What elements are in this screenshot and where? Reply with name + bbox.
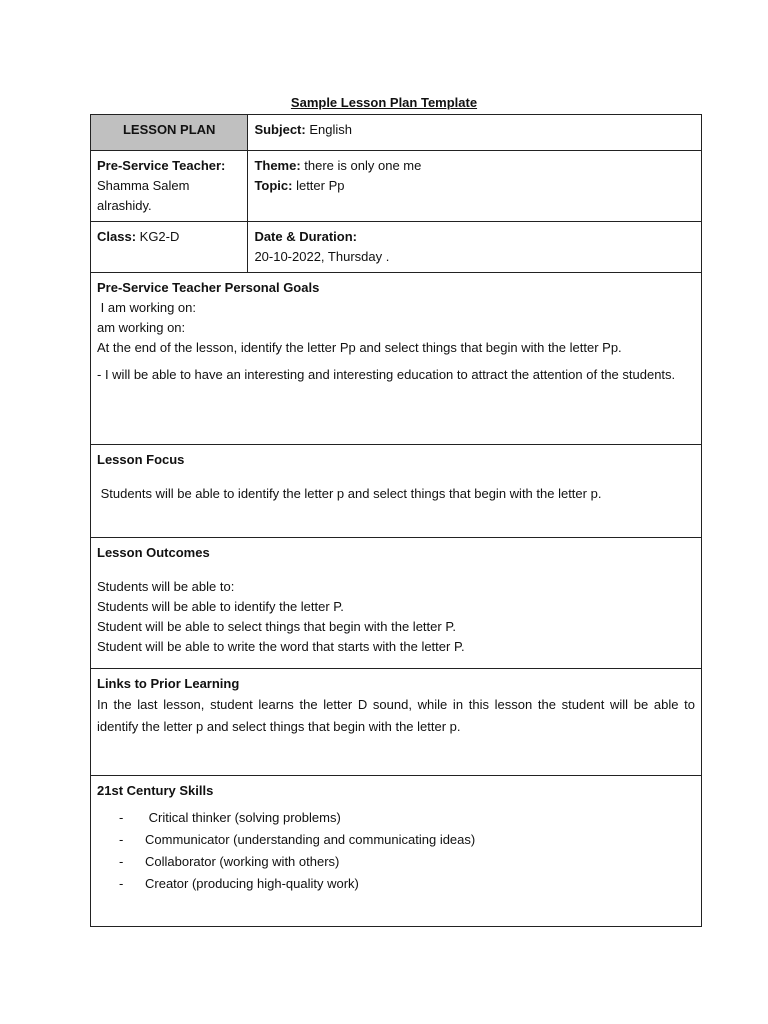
list-item: - Collaborator (working with others): [97, 851, 695, 873]
class-label: Class:: [97, 229, 137, 244]
theme-value: there is only one me: [300, 158, 422, 173]
skills-heading: 21st Century Skills: [97, 783, 214, 798]
outcome-item: Student will be able to write the word that starts with the letter P.: [97, 639, 465, 654]
date-value: 20-10-2022, Thursday .: [254, 249, 390, 264]
outcome-item: Student will be able to select things that begin with the letter P.: [97, 619, 456, 634]
teacher-row: [91, 151, 702, 222]
list-item: - Critical thinker (solving problems): [97, 807, 695, 829]
lesson-focus-heading: Lesson Focus: [97, 452, 185, 467]
prior-learning-text: In the last lesson, student learns the letter D sound, while in this lesson the student will be able to identify the letter p and select things that begin with the letter p.: [97, 697, 695, 734]
date-label: Date & Duration:: [254, 229, 357, 244]
lesson-outcomes-row: [91, 538, 702, 669]
outcome-item: Students will be able to:: [97, 579, 235, 594]
lesson-plan-label: LESSON PLAN: [122, 122, 216, 137]
lesson-focus-row: [91, 445, 702, 538]
teacher-cell: [91, 151, 248, 222]
subject-cell: [248, 115, 702, 151]
topic-label: Topic:: [254, 178, 293, 193]
bullet-dash: -: [119, 832, 124, 847]
personal-goals-heading: Pre-Service Teacher Personal Goals: [97, 280, 320, 295]
lesson-plan-header-cell: [91, 115, 248, 151]
date-cell: [248, 222, 702, 273]
personal-goals-line2: am working on:: [97, 320, 186, 335]
theme-topic-cell: [248, 151, 702, 222]
personal-goals-line3: At the end of the lesson, identify the letter Pp and select things that begin with the letter Pp.: [97, 340, 622, 355]
personal-goals-line1: I am working on:: [97, 300, 196, 315]
lesson-focus-text: Students will be able to identify the letter p and select things that begin with the letter p.: [97, 486, 602, 501]
subject-label: Subject:: [254, 122, 306, 137]
topic-value: letter Pp: [292, 178, 345, 193]
list-item: - Communicator (understanding and communicating ideas): [97, 829, 695, 851]
lesson-outcomes-heading: Lesson Outcomes: [97, 545, 210, 560]
outcome-item: Students will be able to identify the letter P.: [97, 599, 344, 614]
prior-learning-row: [91, 669, 702, 776]
skills-cell: [91, 776, 702, 927]
lesson-outcomes-cell: [91, 538, 702, 669]
subject-value: English: [305, 122, 352, 137]
bullet-dash: -: [119, 810, 124, 825]
lesson-focus-cell: [91, 445, 702, 538]
lesson-plan-table: [90, 114, 702, 927]
class-cell: [91, 222, 248, 273]
personal-goals-cell: [91, 273, 702, 445]
header-row: [91, 115, 702, 151]
teacher-name-line2: alrashidy.: [97, 198, 152, 213]
bullet-dash: -: [119, 854, 124, 869]
theme-label: Theme:: [254, 158, 301, 173]
class-row: [91, 222, 702, 273]
document-title: Sample Lesson Plan Template: [290, 95, 478, 110]
class-value: KG2-D: [136, 229, 180, 244]
prior-learning-cell: [91, 669, 702, 776]
prior-learning-heading: Links to Prior Learning: [97, 676, 240, 691]
skills-row: [91, 776, 702, 927]
teacher-name-line1: Shamma Salem: [97, 178, 190, 193]
personal-goals-line4: - I will be able to have an interesting and interesting education to attract the attention of the students.: [97, 367, 676, 382]
personal-goals-row: [91, 273, 702, 445]
teacher-label: Pre-Service Teacher:: [97, 158, 226, 173]
skills-list: [97, 807, 695, 895]
bullet-dash: -: [119, 876, 124, 891]
list-item: - Creator (producing high-quality work): [97, 873, 695, 895]
